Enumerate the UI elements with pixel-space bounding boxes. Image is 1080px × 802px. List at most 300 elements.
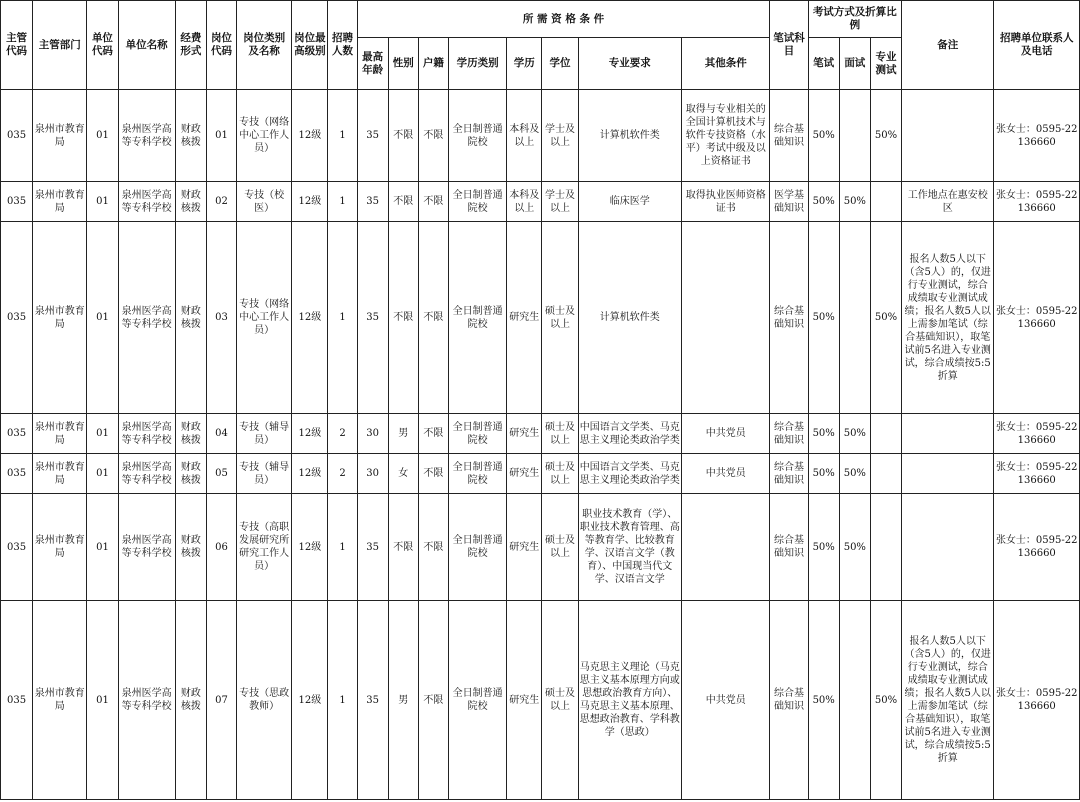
cell-text-written: 50%	[812, 312, 835, 323]
cell-max-age	[357, 90, 388, 182]
cell-count	[328, 454, 357, 494]
cell-text-post-code: 03	[215, 312, 228, 323]
cell-text-written: 50%	[812, 468, 835, 479]
cell-text-level: 12级	[298, 694, 322, 706]
cell-max-age	[357, 494, 388, 601]
cell-level	[292, 414, 328, 454]
cell-text-unit-code: 01	[96, 428, 109, 439]
cell-text-unit-name: 泉州医学高等专科学校	[121, 535, 172, 559]
cell-edu-type	[448, 90, 506, 182]
cell-major	[578, 182, 681, 222]
cell-text-exam-subject: 综合基础知识	[774, 688, 805, 712]
cell-text-post-code: 05	[215, 468, 228, 479]
cell-text-degree: 硕士及以上	[544, 305, 575, 330]
cell-dept	[33, 414, 87, 454]
table-row	[1, 494, 1080, 601]
cell-gender	[388, 494, 418, 601]
cell-text-max-age: 35	[366, 130, 379, 141]
cell-edu-type	[448, 601, 506, 800]
cell-text-dept: 泉州市教育局	[34, 535, 85, 559]
cell-text-skill: 50%	[874, 130, 898, 141]
cell-text-degree: 学士及以上	[544, 189, 575, 214]
cell-text-contact: 张女士：0595-22136660	[995, 688, 1078, 712]
cell-text-fund: 财政核拨	[180, 189, 201, 214]
cell-other	[682, 182, 770, 222]
cell-text-level: 12级	[298, 312, 322, 323]
cell-major	[578, 414, 681, 454]
cell-skill	[870, 90, 901, 182]
cell-text-unit-code: 01	[96, 541, 109, 553]
cell-skill	[870, 494, 901, 601]
cell-text-written: 50%	[812, 130, 835, 141]
cell-fund	[175, 182, 206, 222]
cell-fund	[175, 414, 206, 454]
cell-text-gender: 不限	[393, 196, 414, 207]
cell-interview	[839, 182, 870, 222]
cell-text-dept-code: 035	[7, 428, 27, 439]
cell-text-degree: 硕士及以上	[544, 461, 575, 486]
cell-text-major: 中国语言文学类、马克思主义理论类政治学类	[579, 461, 680, 486]
cell-remark	[902, 494, 994, 601]
cell-written	[808, 414, 839, 454]
cell-text-major: 计算机软件类	[599, 130, 660, 141]
cell-dept	[33, 90, 87, 182]
cell-text-interview: 50%	[843, 541, 866, 553]
cell-text-edu-type: 全日制普通院校	[452, 461, 503, 486]
cell-count	[328, 222, 357, 414]
cell-text-edu-type: 全日制普通院校	[452, 305, 503, 330]
cell-contact	[994, 182, 1080, 222]
cell-text-unit-name: 泉州医学高等专科学校	[121, 688, 172, 712]
cell-written	[808, 182, 839, 222]
header-post-name: 岗位类别及名称	[237, 1, 292, 90]
cell-post-name	[237, 454, 292, 494]
cell-text-dept: 泉州市教育局	[34, 461, 85, 486]
cell-text-gender: 女	[398, 468, 409, 479]
cell-other	[682, 414, 770, 454]
cell-unit-name	[118, 222, 175, 414]
header-remark: 备注	[902, 1, 994, 90]
cell-unit-name	[118, 454, 175, 494]
cell-text-written: 50%	[812, 694, 835, 706]
cell-dept	[33, 601, 87, 800]
cell-text-count: 1	[339, 694, 346, 706]
cell-text-dept-code: 035	[7, 196, 27, 207]
cell-text-major: 中国语言文学类、马克思主义理论类政治学类	[579, 421, 680, 446]
cell-text-gender: 男	[398, 428, 409, 439]
cell-text-unit-name: 泉州医学高等专科学校	[121, 421, 172, 446]
cell-unit-code	[87, 454, 118, 494]
header-contact: 招聘单位联系人及电话	[994, 1, 1080, 90]
cell-text-written: 50%	[812, 428, 835, 439]
cell-text-edu: 本科及以上	[509, 189, 540, 214]
cell-text-exam-subject: 综合基础知识	[774, 535, 805, 559]
cell-remark	[902, 90, 994, 182]
cell-edu-type	[448, 494, 506, 601]
cell-edu	[507, 90, 542, 182]
header-qualification-group: 所 需 资 格 条 件	[357, 1, 770, 38]
cell-text-hukou: 不限	[423, 428, 444, 439]
cell-text-post-name: 专技（辅导员）	[239, 461, 290, 486]
header-level: 岗位最高级别	[292, 1, 328, 90]
cell-text-exam-subject: 医学基础知识	[774, 189, 805, 214]
cell-hukou	[418, 90, 448, 182]
cell-text-gender: 不限	[393, 541, 414, 553]
cell-level	[292, 90, 328, 182]
cell-dept-code	[1, 454, 33, 494]
cell-post-code	[206, 182, 236, 222]
cell-interview	[839, 494, 870, 601]
cell-level	[292, 601, 328, 800]
cell-text-count: 2	[339, 428, 346, 439]
cell-hukou	[418, 494, 448, 601]
cell-interview	[839, 222, 870, 414]
cell-skill	[870, 414, 901, 454]
cell-post-code	[206, 222, 236, 414]
cell-post-name	[237, 601, 292, 800]
cell-text-count: 1	[339, 541, 346, 553]
cell-level	[292, 454, 328, 494]
cell-text-unit-code: 01	[96, 468, 109, 479]
cell-text-level: 12级	[298, 428, 322, 439]
cell-fund	[175, 90, 206, 182]
header-unit-name: 单位名称	[118, 1, 175, 90]
cell-dept-code	[1, 601, 33, 800]
cell-gender	[388, 601, 418, 800]
cell-post-code	[206, 454, 236, 494]
cell-text-fund: 财政核拨	[180, 305, 201, 330]
cell-degree	[542, 222, 578, 414]
cell-text-edu-type: 全日制普通院校	[452, 688, 503, 712]
cell-other	[682, 494, 770, 601]
cell-text-exam-subject: 综合基础知识	[774, 305, 805, 330]
cell-text-edu-type: 全日制普通院校	[452, 535, 503, 559]
cell-text-unit-code: 01	[96, 196, 109, 207]
cell-text-post-code: 04	[215, 428, 228, 439]
cell-unit-name	[118, 90, 175, 182]
cell-text-hukou: 不限	[423, 694, 444, 706]
cell-level	[292, 182, 328, 222]
cell-major	[578, 601, 681, 800]
cell-text-contact: 张女士：0595-22136660	[995, 123, 1078, 148]
cell-degree	[542, 90, 578, 182]
cell-text-edu: 本科及以上	[509, 123, 540, 148]
cell-text-fund: 财政核拨	[180, 123, 201, 148]
cell-text-other: 取得与专业相关的全国计算机技术与软件专技资格（水平）考试中级及以上资格证书	[685, 104, 766, 167]
cell-text-interview: 50%	[843, 428, 866, 439]
header-unit-code: 单位代码	[87, 1, 118, 90]
cell-written	[808, 494, 839, 601]
cell-unit-code	[87, 494, 118, 601]
cell-gender	[388, 90, 418, 182]
table-row	[1, 182, 1080, 222]
cell-unit-code	[87, 414, 118, 454]
cell-other	[682, 454, 770, 494]
cell-dept-code	[1, 182, 33, 222]
cell-written	[808, 90, 839, 182]
cell-dept-code	[1, 494, 33, 601]
cell-hukou	[418, 222, 448, 414]
cell-gender	[388, 454, 418, 494]
cell-post-name	[237, 90, 292, 182]
cell-degree	[542, 182, 578, 222]
cell-post-code	[206, 414, 236, 454]
cell-exam-subject	[770, 601, 808, 800]
cell-text-post-code: 02	[215, 196, 228, 207]
cell-count	[328, 414, 357, 454]
cell-fund	[175, 222, 206, 414]
cell-edu-type	[448, 182, 506, 222]
header-hukou: 户籍	[418, 38, 448, 90]
cell-degree	[542, 601, 578, 800]
cell-text-written: 50%	[812, 541, 835, 553]
cell-text-fund: 财政核拨	[180, 421, 201, 446]
cell-text-skill: 50%	[874, 312, 898, 323]
cell-dept-code	[1, 90, 33, 182]
cell-written	[808, 601, 839, 800]
header-skill: 专业测试	[870, 38, 901, 90]
cell-text-other: 取得执业医师资格证书	[685, 189, 766, 214]
cell-remark	[902, 414, 994, 454]
cell-text-major: 职业技术教育（学）、职业技术教育管理、高等教育学、比较教育学、汉语言文学（教育）、中国现当代文学、汉语言文学	[579, 509, 680, 585]
cell-dept-code	[1, 222, 33, 414]
cell-text-dept-code: 035	[7, 468, 27, 479]
header-interview: 面试	[839, 38, 870, 90]
cell-unit-code	[87, 90, 118, 182]
cell-major	[578, 454, 681, 494]
cell-unit-name	[118, 182, 175, 222]
cell-text-level: 12级	[298, 541, 322, 553]
cell-text-dept-code: 035	[7, 694, 27, 706]
cell-max-age	[357, 222, 388, 414]
cell-text-contact: 张女士：0595-22136660	[995, 305, 1078, 330]
cell-text-post-code: 06	[215, 541, 228, 553]
cell-text-remark: 报名人数5人以下（含5人）的，仅进行专业测试，综合成绩取专业测试成绩；报名人数5人以上需参加笔试（综合基础知识），取笔试前5名进入专业测试，综合成绩按5:5折算	[904, 636, 991, 764]
cell-contact	[994, 601, 1080, 800]
cell-text-edu: 研究生	[509, 428, 540, 439]
cell-text-written: 50%	[812, 196, 835, 207]
cell-written	[808, 222, 839, 414]
table-row	[1, 454, 1080, 494]
cell-post-name	[237, 222, 292, 414]
header-count: 招聘人数	[328, 1, 357, 90]
cell-text-exam-subject: 综合基础知识	[774, 421, 805, 446]
cell-text-unit-code: 01	[96, 694, 109, 706]
cell-text-edu: 研究生	[509, 312, 540, 323]
cell-exam-subject	[770, 182, 808, 222]
cell-text-hukou: 不限	[423, 468, 444, 479]
cell-text-post-name: 专技（校医）	[244, 189, 285, 214]
cell-remark	[902, 222, 994, 414]
cell-text-edu-type: 全日制普通院校	[452, 189, 503, 214]
cell-text-gender: 男	[398, 694, 409, 706]
cell-text-edu-type: 全日制普通院校	[452, 123, 503, 148]
cell-text-degree: 硕士及以上	[544, 535, 575, 559]
cell-exam-subject	[770, 414, 808, 454]
table-row	[1, 90, 1080, 182]
cell-text-dept: 泉州市教育局	[34, 189, 85, 214]
cell-exam-subject	[770, 454, 808, 494]
cell-text-degree: 硕士及以上	[544, 421, 575, 446]
cell-count	[328, 494, 357, 601]
cell-post-name	[237, 414, 292, 454]
cell-text-level: 12级	[298, 196, 322, 207]
cell-dept	[33, 182, 87, 222]
cell-remark	[902, 601, 994, 800]
cell-skill	[870, 454, 901, 494]
header-written: 笔试	[808, 38, 839, 90]
cell-text-max-age: 30	[366, 428, 379, 439]
cell-edu	[507, 182, 542, 222]
cell-text-other: 中共党员	[705, 428, 746, 439]
cell-other	[682, 90, 770, 182]
header-gender: 性别	[388, 38, 418, 90]
cell-text-max-age: 35	[366, 312, 379, 323]
cell-unit-name	[118, 494, 175, 601]
header-exam-group: 考试方式及折算比例	[808, 1, 901, 38]
cell-text-dept: 泉州市教育局	[34, 688, 85, 712]
cell-hukou	[418, 601, 448, 800]
cell-text-fund: 财政核拨	[180, 461, 201, 486]
cell-edu-type	[448, 454, 506, 494]
cell-text-dept: 泉州市教育局	[34, 305, 85, 330]
cell-unit-code	[87, 222, 118, 414]
header-exam-subject: 笔试科目	[770, 1, 808, 90]
cell-text-major: 计算机软件类	[599, 312, 660, 323]
cell-text-dept: 泉州市教育局	[34, 123, 85, 148]
cell-text-gender: 不限	[393, 312, 414, 323]
cell-text-interview: 50%	[843, 468, 866, 479]
cell-edu-type	[448, 222, 506, 414]
cell-text-level: 12级	[298, 130, 322, 141]
cell-text-edu-type: 全日制普通院校	[452, 421, 503, 446]
cell-text-post-name: 专技（网络中心工作人员）	[239, 299, 290, 336]
table-row	[1, 414, 1080, 454]
cell-unit-code	[87, 601, 118, 800]
cell-other	[682, 222, 770, 414]
cell-fund	[175, 494, 206, 601]
cell-text-skill: 50%	[874, 694, 898, 706]
cell-text-dept-code: 035	[7, 312, 27, 323]
cell-text-count: 1	[339, 196, 346, 207]
cell-post-name	[237, 494, 292, 601]
header-dept-code: 主管代码	[1, 1, 33, 90]
header-degree: 学位	[542, 38, 578, 90]
cell-edu-type	[448, 414, 506, 454]
cell-count	[328, 182, 357, 222]
cell-interview	[839, 601, 870, 800]
cell-text-post-name: 专技（思政教师）	[239, 688, 290, 712]
cell-text-post-code: 01	[215, 130, 228, 141]
cell-exam-subject	[770, 90, 808, 182]
cell-text-post-name: 专技（高职发展研究所研究工作人员）	[239, 522, 290, 572]
cell-text-post-code: 07	[215, 694, 228, 706]
cell-hukou	[418, 182, 448, 222]
cell-text-unit-code: 01	[96, 130, 109, 141]
cell-interview	[839, 454, 870, 494]
cell-text-hukou: 不限	[423, 541, 444, 553]
cell-dept-code	[1, 414, 33, 454]
cell-other	[682, 601, 770, 800]
cell-text-dept: 泉州市教育局	[34, 421, 85, 446]
cell-text-remark: 报名人数5人以下（含5人）的，仅进行专业测试，综合成绩取专业测试成绩；报名人数5人以上需参加笔试（综合基础知识），取笔试前5名进入专业测试，综合成绩按5:5折算	[904, 253, 991, 382]
header-edu-type: 学历类别	[448, 38, 506, 90]
cell-exam-subject	[770, 494, 808, 601]
cell-interview	[839, 90, 870, 182]
cell-text-level: 12级	[298, 468, 322, 479]
cell-text-unit-name: 泉州医学高等专科学校	[121, 123, 172, 148]
cell-contact	[994, 494, 1080, 601]
cell-degree	[542, 494, 578, 601]
cell-edu	[507, 601, 542, 800]
cell-unit-code	[87, 182, 118, 222]
cell-level	[292, 222, 328, 414]
cell-max-age	[357, 454, 388, 494]
cell-text-hukou: 不限	[423, 196, 444, 207]
cell-text-hukou: 不限	[423, 130, 444, 141]
cell-text-gender: 不限	[393, 130, 414, 141]
cell-fund	[175, 454, 206, 494]
cell-text-count: 2	[339, 468, 346, 479]
cell-exam-subject	[770, 222, 808, 414]
header-edu: 学历	[507, 38, 542, 90]
cell-post-code	[206, 494, 236, 601]
cell-text-interview: 50%	[843, 196, 866, 207]
cell-max-age	[357, 601, 388, 800]
table-body	[1, 90, 1080, 800]
cell-text-contact: 张女士：0595-22136660	[995, 421, 1078, 446]
cell-text-fund: 财政核拨	[180, 535, 201, 559]
cell-text-exam-subject: 综合基础知识	[774, 123, 805, 148]
cell-text-other: 中共党员	[705, 694, 746, 706]
cell-text-hukou: 不限	[423, 312, 444, 323]
cell-contact	[994, 454, 1080, 494]
cell-text-dept-code: 035	[7, 130, 27, 141]
cell-gender	[388, 182, 418, 222]
cell-text-degree: 硕士及以上	[544, 688, 575, 712]
cell-skill	[870, 601, 901, 800]
cell-contact	[994, 414, 1080, 454]
cell-text-degree: 学士及以上	[544, 123, 575, 148]
cell-text-other: 中共党员	[705, 468, 746, 479]
cell-text-contact: 张女士：0595-22136660	[995, 535, 1078, 559]
cell-max-age	[357, 182, 388, 222]
cell-text-unit-name: 泉州医学高等专科学校	[121, 189, 172, 214]
cell-unit-name	[118, 414, 175, 454]
cell-unit-name	[118, 601, 175, 800]
cell-text-unit-code: 01	[96, 312, 109, 323]
header-major: 专业要求	[578, 38, 681, 90]
cell-interview	[839, 414, 870, 454]
cell-skill	[870, 182, 901, 222]
cell-text-remark: 工作地点在惠安校区	[907, 189, 988, 214]
table-row	[1, 601, 1080, 800]
cell-fund	[175, 601, 206, 800]
cell-text-edu: 研究生	[509, 468, 540, 479]
header-other: 其他条件	[682, 38, 770, 90]
cell-degree	[542, 454, 578, 494]
cell-edu	[507, 222, 542, 414]
cell-text-unit-name: 泉州医学高等专科学校	[121, 461, 172, 486]
cell-text-major: 马克思主义理论（马克思主义基本原理方向或思想政治教育方向）、马克思主义基本原理、思想政治教育、学科教学（思政）	[579, 662, 680, 738]
cell-text-unit-name: 泉州医学高等专科学校	[121, 305, 172, 330]
cell-text-max-age: 35	[366, 694, 379, 706]
cell-text-contact: 张女士：0595-22136660	[995, 461, 1078, 486]
cell-text-edu: 研究生	[509, 694, 540, 706]
cell-max-age	[357, 414, 388, 454]
cell-degree	[542, 414, 578, 454]
cell-gender	[388, 222, 418, 414]
